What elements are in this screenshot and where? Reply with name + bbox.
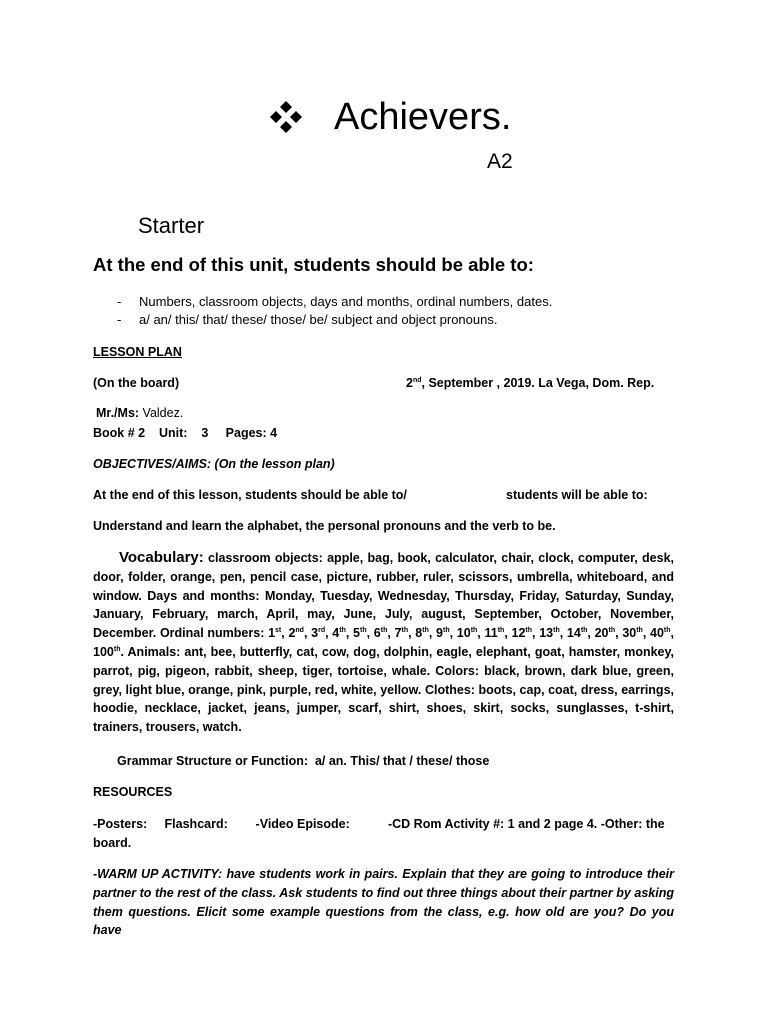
ordinal-number: 1st xyxy=(268,626,282,641)
ordinal-number: 6th xyxy=(373,626,388,641)
ordinal-number: 13th xyxy=(539,626,560,641)
ordinal-number: 2nd xyxy=(288,626,304,641)
teacher-line: Mr./Ms: Valdez. xyxy=(96,406,184,420)
on-board-label: (On the board) xyxy=(93,376,180,390)
objective-text: Understand and learn the alphabet, the personal pronouns and the verb to be. xyxy=(93,519,556,533)
ordinal-numbers: 1st, 2nd, 3rd, 4th, 5th, 6th, 7th, 8th, 9th, 10th, 11th, 12th, 13th, 14th, 20th, 30th, 40th, 100th xyxy=(93,626,675,659)
diamond-bullet-icon xyxy=(268,99,304,135)
resources-heading: RESOURCES xyxy=(93,785,173,799)
ordinal-number: 40th xyxy=(650,626,671,641)
lesson-plan-heading: LESSON PLAN xyxy=(93,345,182,359)
unit-goal-heading: At the end of this unit, students should be able to: xyxy=(93,254,534,275)
level-label: A2 xyxy=(487,150,513,173)
ordinal-number: 20th xyxy=(594,626,616,641)
list-item: - a/ an/ this/ that/ these/ those/ be/ subject and object pronouns. xyxy=(117,312,498,327)
lesson-date: 2nd, September , 2019. La Vega, Dom. Rep. xyxy=(406,376,655,390)
vocabulary-label: Vocabulary: xyxy=(119,549,204,566)
title-row xyxy=(268,92,511,142)
unit-name: Starter xyxy=(138,213,205,238)
list-item: - Numbers, classroom objects, days and months, ordinal numbers, dates. xyxy=(117,294,553,309)
warmup-paragraph: -WARM UP ACTIVITY: have students work in pairs. Explain that they are going to introduce their partner to the rest of the class. Ask students to find out three things about their partner by asking them questions. Elicit some example questions from the class, e.g. how old are you? Do you have xyxy=(93,867,674,938)
ordinal-number: 8th xyxy=(415,626,429,641)
document-title: Achievers. xyxy=(334,96,512,138)
ordinal-number: 3rd xyxy=(311,626,326,641)
book-line: Book # 2 Unit: 3 Pages: 4 xyxy=(93,426,278,440)
ordinal-number: 10th xyxy=(456,626,478,641)
ordinal-number: 12th xyxy=(511,626,533,641)
ordinal-number: 14th xyxy=(566,626,588,641)
objective-left: At the end of this lesson, students should be able to/ xyxy=(93,488,407,502)
ordinal-number: 7th xyxy=(394,626,409,641)
objective-right: students will be able to: xyxy=(506,488,648,502)
grammar-line: Grammar Structure or Function: a/ an. This/ that / these/ those xyxy=(117,754,490,768)
ordinal-number: 30th xyxy=(622,626,643,641)
ordinal-number: 9th xyxy=(436,626,450,641)
resources-paragraph: -Posters: Flashcard: -Video Episode: -CD Rom Activity #: 1 and 2 page 4. -Other: the board. xyxy=(93,817,665,850)
ordinal-number: 4th xyxy=(332,626,346,641)
ordinal-number: 5th xyxy=(353,626,367,641)
objectives-heading: OBJECTIVES/AIMS: (On the lesson plan) xyxy=(93,457,335,471)
unit-goals-list xyxy=(93,293,733,329)
ordinal-number: 100th xyxy=(93,644,121,659)
vocabulary-paragraph: Vocabulary: classroom objects: apple, bag, book, calculator, chair, clock, computer, desk, door, folder, orange, pen, pencil case, picture, rubber, ruler, scissors, umbrella, whiteboard, and window. Days and months: Monday, Tuesday, Wednesday, Thursday, Friday, Saturday, Sunday, January, February, march, April, may, June, July, august, September, October, November, December. Ordinal numbers: 1st, 2nd, 3rd, 4th, 5th, 6th, 7th, 8th, 9th, 10th, 11th, 12th, 13th, 14th, 20th, 30th, 40th, 100th. Animals: ant, bee, butterfly, cat, cow, dog, dolphin, eagle, elephant, goat, hamster, monkey, parrot, pig, pigeon, rabbit, sheep, tiger, tortoise, whale. Colors: black, brown, dark blue, green, grey, light blue, orange, pink, purple, red, white, yellow. Clothes: boots, cap, coat, dress, earrings, hoodie, necklace, jacket, jeans, jumper, scarf, shirt, shoes, skirt, socks, sunglasses, t-shirt, trainers, trousers, watch. xyxy=(93,549,675,735)
ordinal-number: 11th xyxy=(484,626,505,641)
